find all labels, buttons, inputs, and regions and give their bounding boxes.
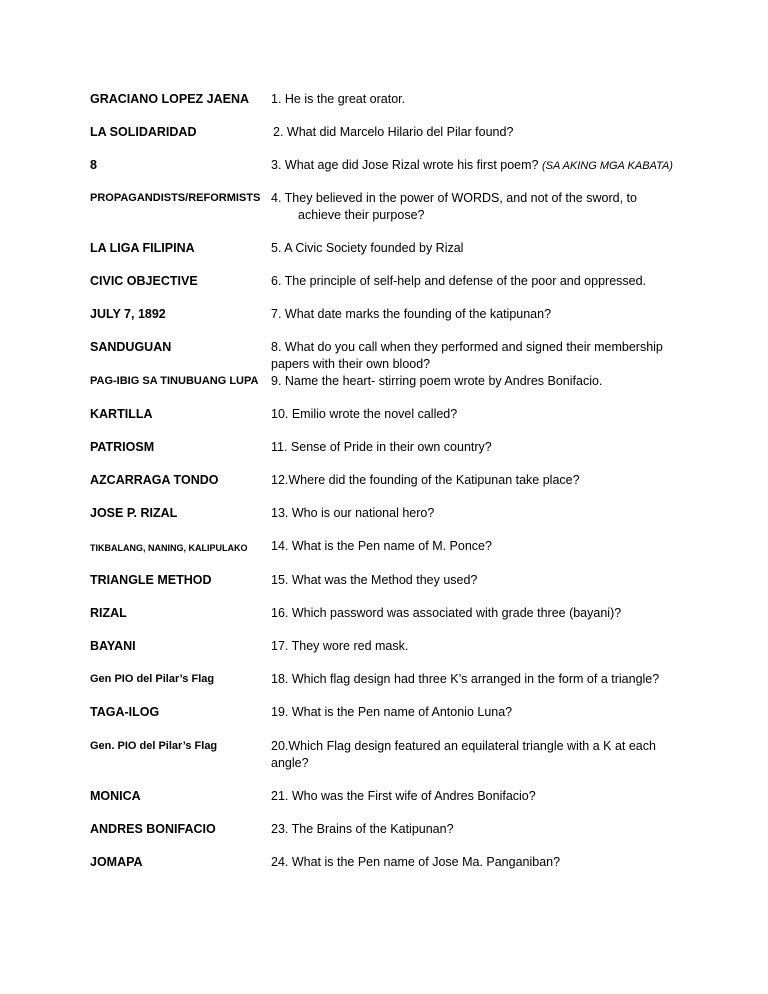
question: [271, 190, 681, 224]
question-text: 4. They believed in the power of WORDS, and not of the sword, to: [271, 191, 637, 205]
question-continuation: achieve their purpose?: [298, 208, 425, 222]
answer: TRIANGLE METHOD: [90, 573, 212, 587]
answer: JOSE P. RIZAL: [90, 506, 178, 520]
question: 23. The Brains of the Katipunan?: [271, 822, 454, 836]
question: 19. What is the Pen name of Antonio Luna?: [271, 705, 513, 719]
answer: AZCARRAGA TONDO: [90, 473, 219, 487]
question: 8. What do you call when they performed and signed their membership papers with their own blood?: [271, 340, 663, 371]
question: 5. A Civic Society founded by Rizal: [271, 241, 464, 255]
answer: BAYANI: [90, 639, 136, 653]
question-note: (SA AKING MGA KABATA): [541, 160, 673, 172]
question: 7. What date marks the founding of the katipunan?: [271, 307, 552, 321]
question: 13. Who is our national hero?: [271, 506, 435, 520]
question: 9. Name the heart- stirring poem wrote by Andres Bonifacio.: [271, 374, 603, 388]
question: 17. They wore red mask.: [271, 639, 409, 653]
answer: KARTILLA: [90, 407, 153, 421]
question: 20.Which Flag design featured an equilateral triangle with a K at each angle?: [271, 739, 656, 770]
answer: Gen. PIO del Pilar’s Flag: [90, 740, 218, 752]
question: 24. What is the Pen name of Jose Ma. Panganiban?: [271, 855, 561, 869]
answer: LA LIGA FILIPINA: [90, 241, 195, 255]
answer: Gen PIO del Pilar’s Flag: [90, 673, 215, 685]
answer: LA SOLIDARIDAD: [90, 125, 197, 139]
answer: RIZAL: [90, 606, 127, 620]
answer: PATRIOSM: [90, 440, 155, 454]
question: 14. What is the Pen name of M. Ponce?: [271, 539, 492, 553]
answer: PAG-IBIG SA TINUBUANG LUPA: [90, 375, 259, 387]
answer: SANDUGUAN: [90, 340, 172, 354]
question: 6. The principle of self-help and defense of the poor and oppressed.: [271, 274, 647, 288]
answer: 8: [90, 158, 97, 172]
question: [271, 157, 701, 175]
question: 21. Who was the First wife of Andres Bonifacio?: [271, 789, 536, 803]
question: 10. Emilio wrote the novel called?: [271, 407, 458, 421]
answer: JOMAPA: [90, 855, 143, 869]
question: 12.Where did the founding of the Katipunan take place?: [271, 473, 580, 487]
answer: JULY 7, 1892: [90, 307, 166, 321]
answer: ANDRES BONIFACIO: [90, 822, 216, 836]
question: 16. Which password was associated with grade three (bayani)?: [271, 606, 622, 620]
answer: MONICA: [90, 789, 141, 803]
question: 18. Which flag design had three K’s arranged in the form of a triangle?: [271, 672, 660, 686]
question: 11. Sense of Pride in their own country?: [271, 440, 492, 454]
answer: TIKBALANG, NANING, KALIPULAKO: [90, 543, 248, 553]
answer: TAGA-ILOG: [90, 705, 160, 719]
answer: GRACIANO LOPEZ JAENA: [90, 92, 250, 106]
answer: PROPAGANDISTS/REFORMISTS: [90, 192, 261, 204]
question: 2. What did Marcelo Hilario del Pilar found?: [273, 125, 514, 139]
question-text: 3. What age did Jose Rizal wrote his first poem?: [271, 158, 539, 172]
question: 1. He is the great orator.: [271, 92, 406, 106]
question: 15. What was the Method they used?: [271, 573, 478, 587]
answer: CIVIC OBJECTIVE: [90, 274, 198, 288]
